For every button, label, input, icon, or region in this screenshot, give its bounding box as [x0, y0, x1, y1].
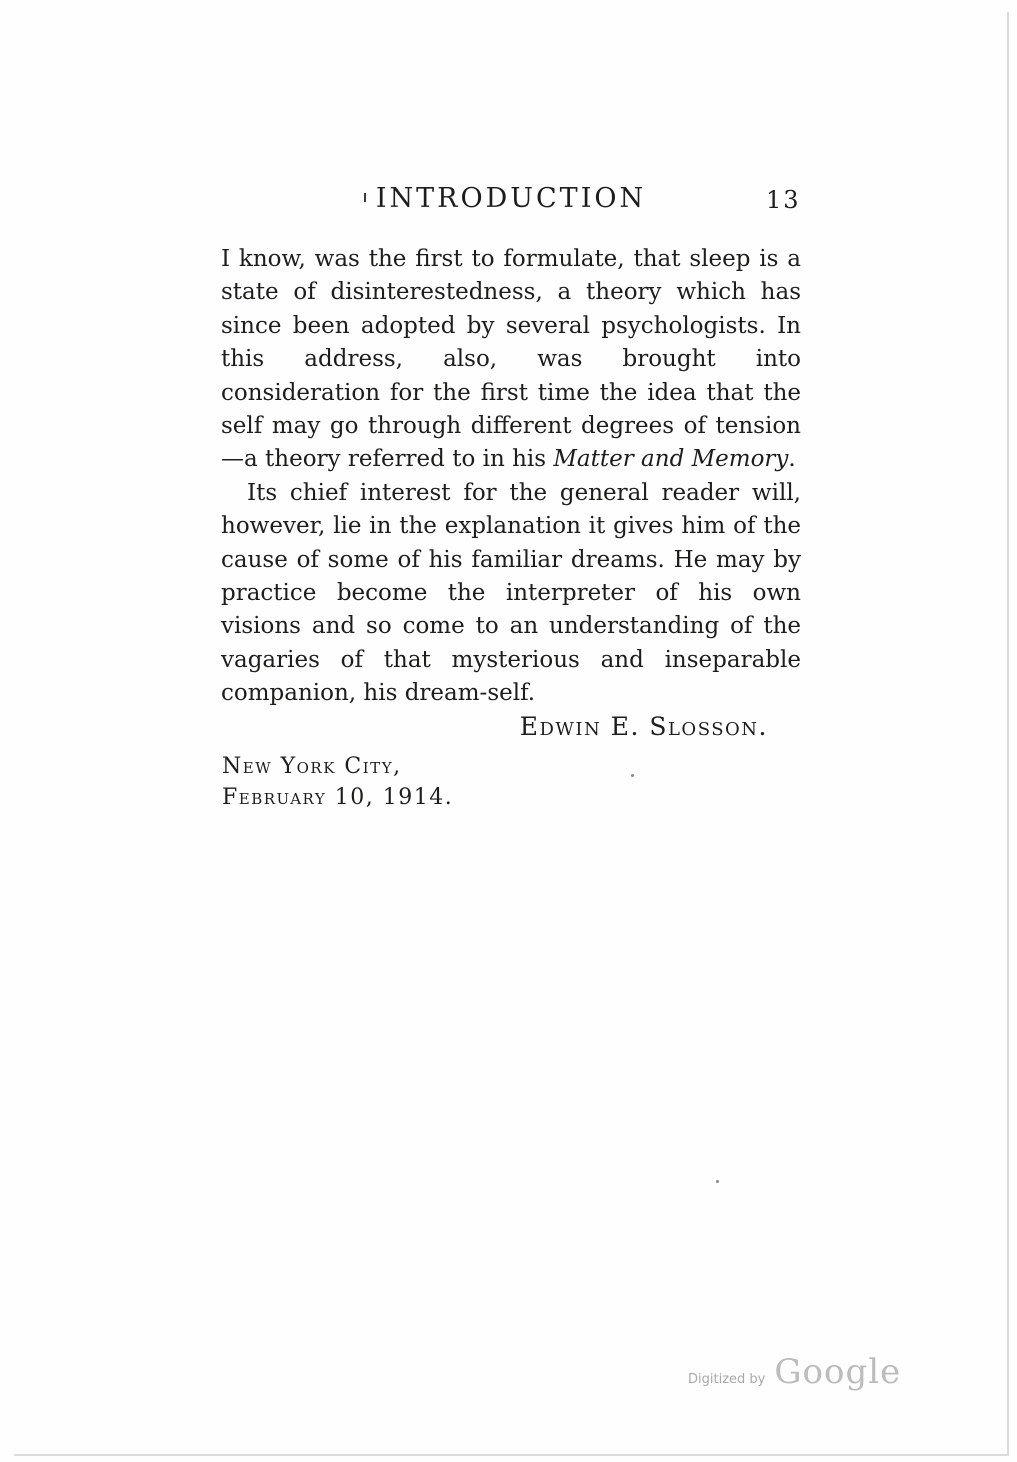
digitization-watermark — [688, 1352, 901, 1392]
scan-artifact-dot — [631, 774, 634, 777]
place-line: New York City, — [222, 754, 402, 779]
google-logo: Google — [774, 1352, 902, 1392]
paragraph-1-text: I know, was the first to formulate, that sleep is a state of disinterestedness, a theory which has since been adopted by several psychologists. In this address, also, was brought into consideration for the first time the idea that the self may go through different degrees of tension—a theory referred to in his — [221, 246, 801, 473]
digitized-by-label: Digitized by — [688, 1372, 766, 1387]
author-signature: Edwin E. Slosson. — [519, 712, 768, 741]
page-title: INTRODUCTION — [375, 183, 647, 214]
page-edge-bottom — [14, 1454, 1009, 1456]
paragraph-1-end: . — [788, 446, 796, 473]
book-title-italic: Matter and Memory — [553, 446, 789, 473]
page-number: 13 — [766, 186, 801, 214]
body-text — [221, 243, 801, 711]
date-line: February 10, 1914. — [222, 785, 454, 810]
page-edge-right — [1007, 12, 1009, 1456]
paragraph-2: Its chief interest for the general reader will, however, lie in the explanation it gives him of the cause of some of his familiar dreams. He may by practice become the interpreter of his own visions and so come to an understanding of the vagaries of that mysterious and inseparable companion, his dream-self. — [221, 479, 801, 707]
scan-artifact-dot — [716, 1180, 719, 1183]
paragraph-1 — [221, 243, 801, 477]
